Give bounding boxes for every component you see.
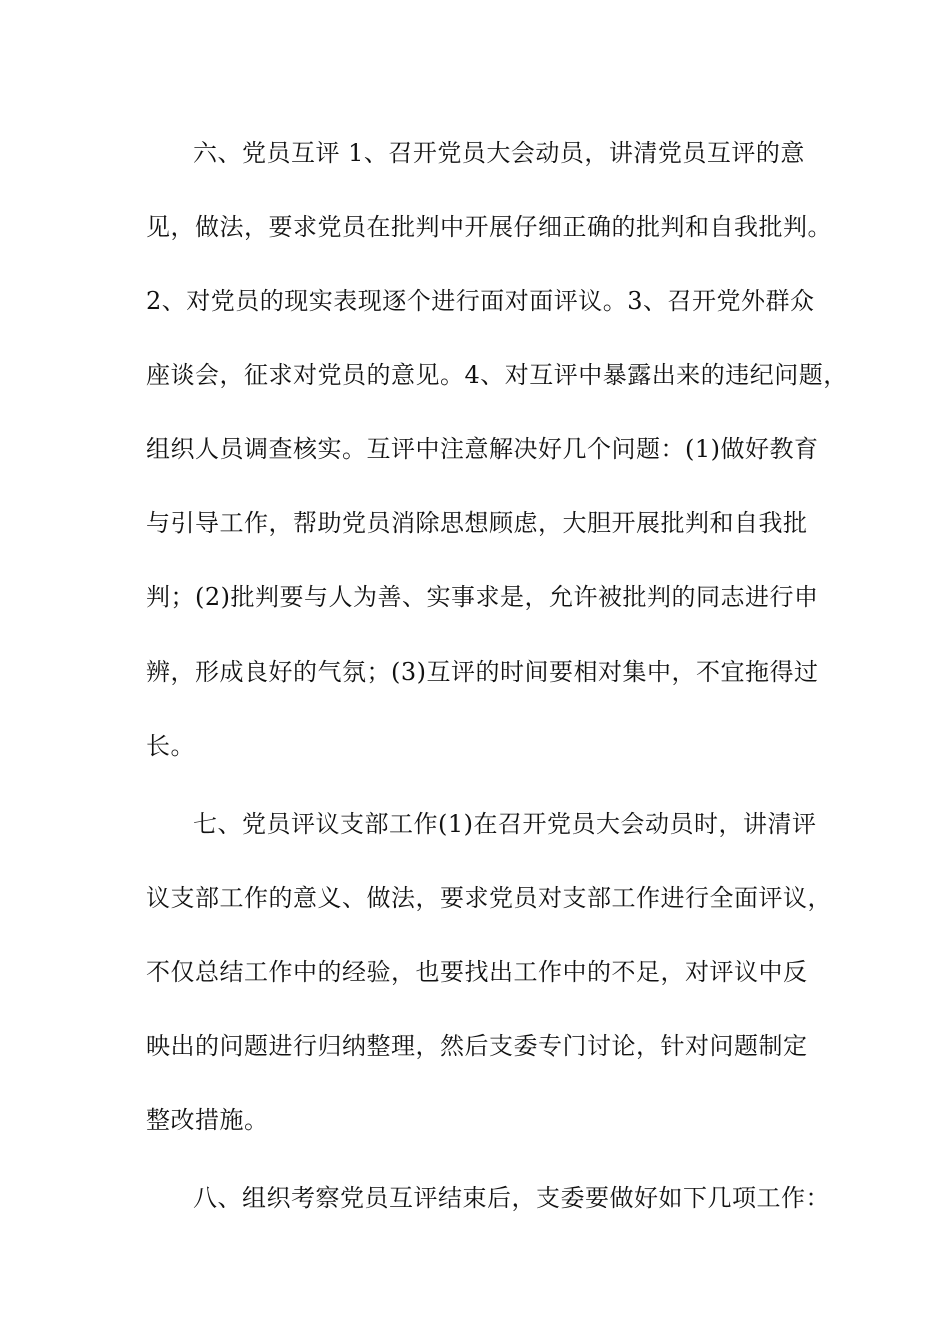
paragraph-7-line-4: 映出的问题进行归纳整理，然后支委专门讨论，针对问题制定 (146, 1032, 808, 1060)
paragraph-6-line-5: 组织人员调查核实。互评中注意解决好几个问题：(1)做好教育 (146, 435, 819, 463)
paragraph-6-line-9: 长。 (146, 732, 195, 760)
paragraph-6-line-2: 见，做法，要求党员在批判中开展仔细正确的批判和自我批判。 (146, 213, 832, 241)
paragraph-7-line-1: 七、党员评议支部工作(1)在召开党员大会动员时，讲清评 (193, 810, 817, 838)
paragraph-7-line-5: 整改措施。 (146, 1106, 269, 1134)
paragraph-6-line-6: 与引导工作，帮助党员消除思想顾虑，大胆开展批判和自我批 (146, 509, 808, 537)
paragraph-6-line-8: 辨，形成良好的气氛；(3)互评的时间要相对集中，不宜拖得过 (146, 658, 819, 686)
paragraph-7-line-2: 议支部工作的意义、做法，要求党员对支部工作进行全面评议， (146, 884, 832, 912)
paragraph-6-line-4: 座谈会，征求对党员的意见。4、对互评中暴露出来的违纪问题， (146, 361, 848, 389)
paragraph-8-line-1: 八、组织考察党员互评结束后，支委要做好如下几项工作： (193, 1184, 830, 1212)
paragraph-7-line-3: 不仅总结工作中的经验，也要找出工作中的不足，对评议中反 (146, 958, 808, 986)
paragraph-6-line-7: 判；(2)批判要与人为善、实事求是，允许被批判的同志进行申 (146, 583, 819, 611)
paragraph-6-line-3: 2、对党员的现实表现逐个进行面对面评议。3、召开党外群众 (146, 287, 815, 315)
paragraph-6-line-1: 六、党员互评 1、召开党员大会动员，讲清党员互评的意 (193, 139, 805, 167)
